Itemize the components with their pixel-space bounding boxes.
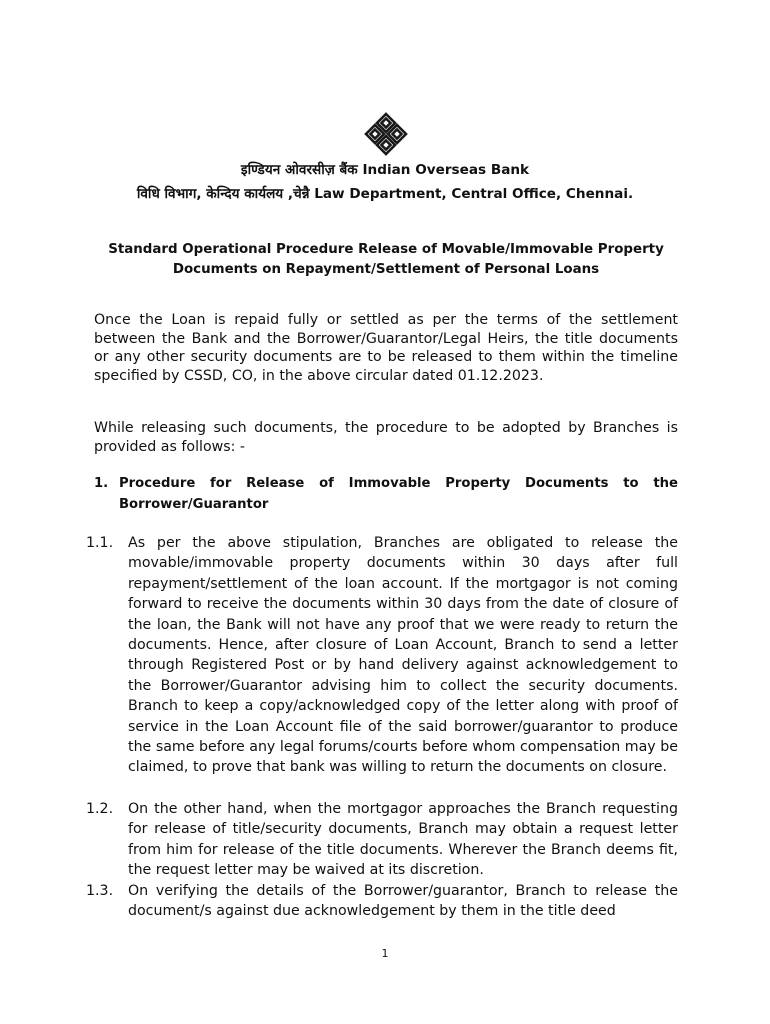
intro-paragraph: Once the Loan is repaid fully or settled as per the terms of the settlement between the Bank and the Borrower/Guarantor/Legal Heirs, the title documents or any other security documents are to be released to them within the timeline specified by CSSD, CO, in the above circular dated 01.12.2023. [94,312,678,384]
list-item-text: On verifying the details of the Borrower/guarantor, Branch to release the document/s against due acknowledgement by them in the title deed [128,883,678,920]
document-title: Standard Operational Procedure Release of Movable/Immovable Property Documents on Repayment/Settlement of Personal Loans [108,242,664,277]
section-number: 1. [94,476,109,491]
list-item [86,799,678,881]
section-heading [94,473,678,515]
list-item-number: 1.1. [86,535,114,551]
list-item [86,533,678,778]
section-heading-text: Procedure for Release of Immovable Property Documents to the Borrower/Guarantor [119,476,678,512]
list-item-number: 1.2. [86,801,114,817]
list-item-number: 1.3. [86,883,114,899]
iob-logo-icon [362,112,410,158]
bank-name-header: इण्डियन ओवरसीज़ बैंक Indian Overseas Bank [240,162,530,178]
department-header: विधि विभाग, केन्दिय कार्यलय ,चेन्नै Law Department, Central Office, Chennai. [136,186,634,202]
list-item-text: On the other hand, when the mortgagor approaches the Branch requesting for release of title/security documents, Branch may obtain a request letter from him for release of the title documents. Wherever the Branch deems fit, the request letter may be waived at its discretion. [128,801,678,879]
list-item-text: As per the above stipulation, Branches are obligated to release the movable/immovable property documents within 30 days after full repayment/settlement of the loan account. If the mortgagor is not coming forward to receive the documents within 30 days from the date of closure of the loan, the Bank will not have any proof that we were ready to return the documents. Hence, after closure of Loan Account, Branch to send a letter through Registered Post or by hand delivery against acknowledgement to the Borrower/Guarantor advising him to collect the security documents. Branch to keep a copy/acknowledged copy of the letter along with proof of service in the Loan Account file of the said borrower/guarantor to produce the same before any legal forums/courts before whom compensation may be claimed, to prove that bank was willing to return the documents on closure. [128,535,678,776]
procedure-intro-paragraph: While releasing such documents, the procedure to be adopted by Branches is provided as follows: - [94,420,678,455]
list-item [86,881,678,922]
page-number: 1 [381,947,389,960]
